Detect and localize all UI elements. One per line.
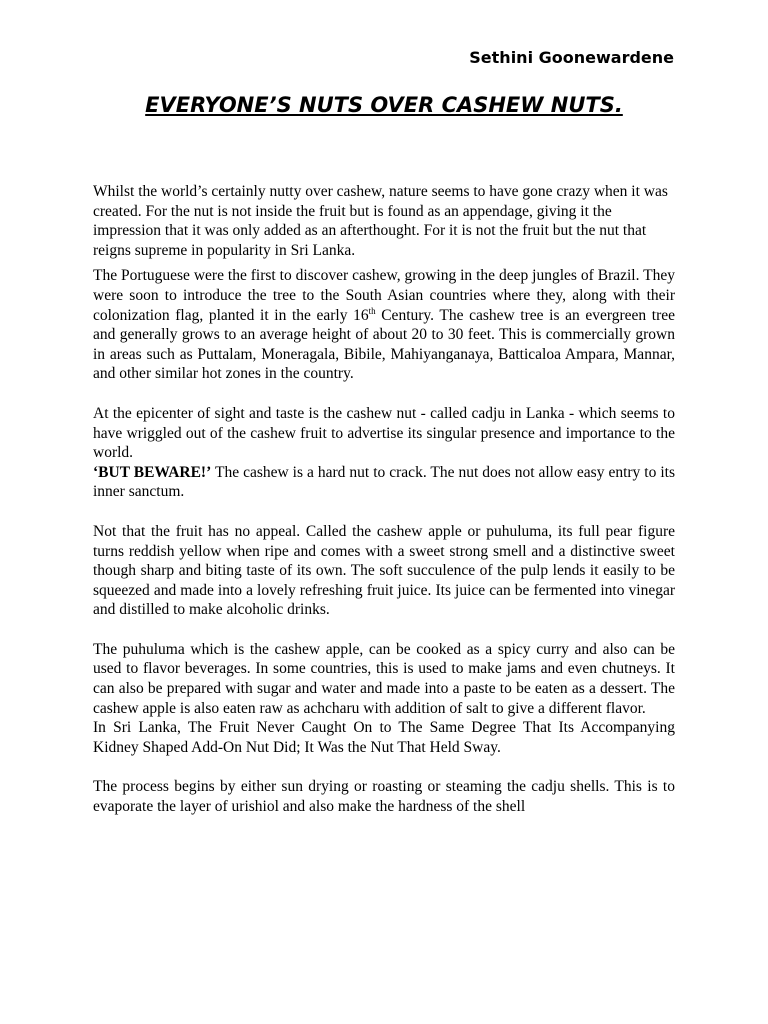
ordinal-suffix: th xyxy=(368,305,376,316)
paragraph-puhuluma: The puhuluma which is the cashew apple, can be cooked as a spicy curry and also can be used to flavor beverages. In some countries, this is used to make jams and even chutneys. It can also be prepared with sugar and water and made into a paste to be eaten as a dessert. The cashew apple is also eaten raw as achcharu with addition of salt to give a different flavor. xyxy=(93,640,675,717)
beware-emphasis: ‘BUT BEWARE!’ xyxy=(93,463,212,481)
paragraph-beware xyxy=(93,463,675,502)
paragraph-history-text-a: The Portuguese were the first to discover cashew, growing in the deep jungles of Brazil. They were soon to introduce the tree to the South Asian countries where they, along with their colonization flag, planted it in the early 16 xyxy=(93,267,675,324)
author-name: Sethini Goonewardene xyxy=(469,48,674,67)
paragraph-sri-lanka: In Sri Lanka, The Fruit Never Caught On to The Same Degree That Its Accompanying Kidney Shaped Add-On Nut Did; It Was the Nut That Held Sway. xyxy=(93,719,675,756)
paragraph-history xyxy=(93,266,675,384)
article-body xyxy=(93,182,675,817)
document-title: EVERYONE’S NUTS OVER CASHEW NUTS. xyxy=(145,93,623,117)
paragraph-intro: Whilst the world’s certainly nutty over cashew, nature seems to have gone crazy when it was created. For the nut is not inside the fruit but is found as an appendage, giving it the impression that it was only added as an afterthought. For it is not the fruit but the nut that reigns supreme in popularity in Sri Lanka. xyxy=(93,183,668,259)
beware-text: The cashew is a hard nut to crack. The nut does not allow easy entry to its inner sanctum. xyxy=(93,463,675,501)
paragraph-epicenter: At the epicenter of sight and taste is the cashew nut - called cadju in Lanka - which seems to have wriggled out of the cashew fruit to advertise its singular presence and importance to the world. xyxy=(93,404,675,462)
paragraph-process: The process begins by either sun drying or roasting or steaming the cadju shells. This is to evaporate the layer of urishiol and also make the hardness of the shell xyxy=(93,778,675,816)
paragraph-history-text-b: Century. The cashew tree is an evergreen tree and generally grows to an average height of about 20 to 30 feet. This is commercially grown in areas such as Puttalam, Moneragala, Bibile, Mahiyanganaya, Batticaloa Ampara, Mannar, and other similar hot zones in the country. xyxy=(93,306,675,383)
paragraph-fruit: Not that the fruit has no appeal. Called the cashew apple or puhuluma, its full pear figure turns reddish yellow when ripe and comes with a sweet strong smell and a distinctive sweet though sharp and biting taste of its own. The soft succulence of the pulp lends it easily to be squeezed and made into a lovely refreshing fruit juice. Its juice can be fermented into vinegar and distilled to make alcoholic drinks. xyxy=(93,522,675,619)
